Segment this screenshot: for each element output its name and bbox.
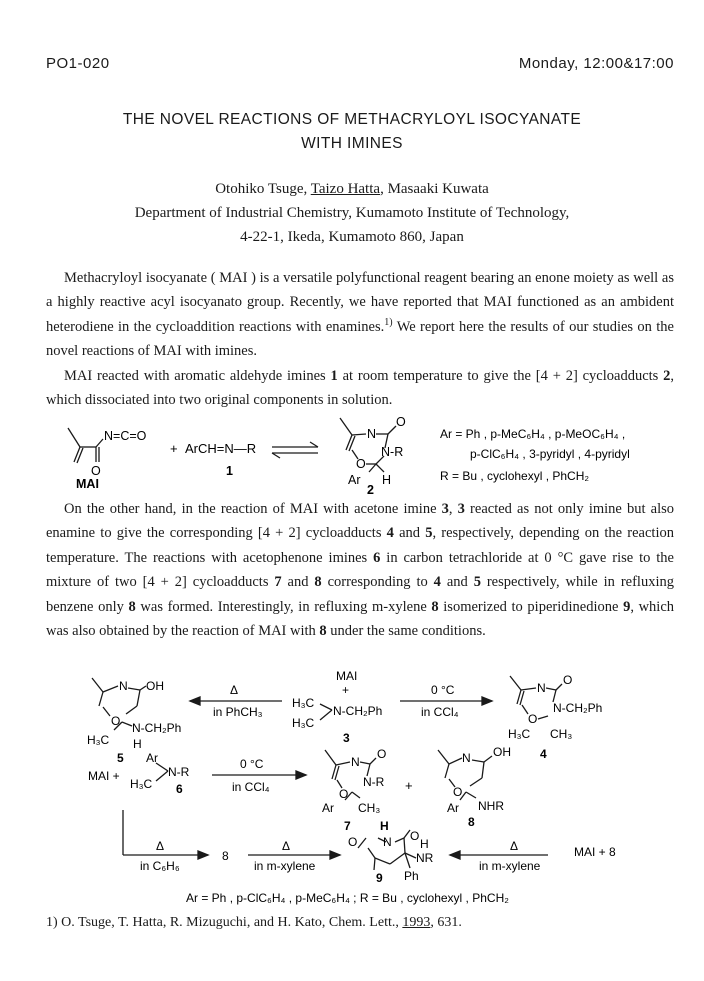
text-run: and [440,574,474,591]
bond [369,464,376,472]
author-block [0,177,704,249]
bond [349,436,355,451]
substituent-definition: Ar = Ph , p-ClC₆H₄ , p-MeC₆H₄ ; R = Bu , cyclohexyl , PhCH₂ [186,891,509,905]
bond [122,722,132,726]
plus-sign: + [170,441,178,456]
bond [438,750,449,764]
bond [137,690,140,706]
plus-sign: + [405,778,413,793]
solvent-label: in C₆H₆ [140,859,180,873]
bond [404,838,405,853]
text-run: isomerized to piperidinedione [438,598,624,615]
ring-atom: N [383,835,392,849]
text-run: in carbon tetrachloride at 0 °C gave rise to the mixture of two [4 + 2] cycloadducts [46,549,674,591]
arrow-head [296,771,306,779]
solvent-label: in m-xylene [479,859,541,873]
ring-substituent: H [382,473,392,487]
text-run: reacted as not only imine but also enamine to give the corresponding [4 + 2] cycloadducts [46,501,674,542]
compound-number: 8 [128,598,136,615]
hydroxyl-group: OH [493,745,511,759]
text-run: at room temperature to give the [4 + 2] cycloadducts [337,367,664,384]
bond [103,686,118,692]
text-run: , which dissociated into two original components in solution. [46,367,674,409]
compound-number: 8 [319,623,327,640]
reference-pages: , 631. [430,915,462,930]
results-text [46,497,674,643]
intro-text [46,266,674,412]
solvent-label: in PhCH₃ [213,705,263,719]
condition-label: Δ [510,839,519,853]
arrow-head [190,697,200,705]
bond [472,760,484,762]
ring-atom: N-R [381,445,404,459]
carbonyl-o: O [563,673,573,687]
compound-number: 8 [222,849,229,863]
hydroxyl-group: OH [146,679,164,693]
compound-number: 3 [441,501,449,517]
bond [388,426,396,434]
bond [521,688,536,690]
bond [77,448,83,463]
amine-substituent: N-CH₂Ph [553,701,603,715]
compound-number: 5 [425,525,433,542]
title-line-2: WITH IMINES [301,135,403,152]
compound-number: 4 [386,525,394,542]
citation-mark: 1) [384,316,393,328]
text-run: was formed. Interestingly, in refluxing m-xylene [135,598,432,615]
compound-number: 6 [176,782,183,796]
bond [92,678,103,692]
ring-substituent: H [420,837,429,851]
mai-label: MAI + [88,769,120,783]
aryl-group: Ar [447,801,459,815]
methyl-group: H₃C [292,696,315,710]
bond [376,464,384,472]
arrow-head [310,442,318,447]
title-line-1: THE NOVEL REACTIONS OF METHACRYLOYL ISOCYANATE [122,111,582,128]
bond [482,762,484,778]
ring-atom: N-R [363,775,385,789]
text-run: respectively, while in refluxing benzene only [46,574,674,615]
condition-label: 0 °C [240,757,264,771]
compound-number: 9 [623,598,631,615]
compound-number: 9 [376,871,383,885]
bond [156,771,168,781]
compound-number: 4 [433,574,441,591]
reference-1 [46,915,462,931]
paragraph-2 [46,364,674,413]
substituent-definition: p-ClC₆H₄ , 3-pyridyl , 4-pyridyl [470,447,630,461]
bond [103,707,110,716]
methyl-group: H₃C [292,716,315,730]
aryl-group: Ar [146,751,158,765]
mai-label: MAI [336,670,358,683]
carbonyl-o: O [377,747,387,761]
bond [556,684,562,690]
substituent-definition: R = Bu , cyclohexyl , PhCH₂ [440,469,590,483]
author-1: Otohiko Tsuge, [215,181,311,197]
bond [445,764,449,778]
text-run: We report here the results of our studies on the novel reactions of MAI with imines. [46,318,674,360]
carbonyl-o: O [91,464,101,478]
aryl-group: Ar [322,801,334,815]
compound-number: 6 [373,549,381,566]
ring-atom: O [453,785,463,799]
compound-number: 7 [344,819,351,833]
bond [128,688,140,690]
bond [546,688,556,690]
bond [68,428,80,447]
compound-number: 2 [663,367,671,384]
condition-label: Δ [282,839,291,853]
imine-formula: ArCH=N—R [185,441,257,456]
compound-number: 7 [274,574,282,591]
bond [336,762,350,765]
bond [320,710,332,720]
bond [466,792,476,798]
poster-code: PO1-020 [46,55,110,72]
bond [370,758,376,764]
bond [352,434,366,435]
condition-label: Δ [156,839,165,853]
ring-atom: N [367,427,377,441]
compound-number: 1 [330,367,338,384]
carbonyl-o: O [410,829,420,843]
solvent-label: in CCl₄ [232,780,270,794]
ring-atom: O [111,714,121,728]
address: 4-22-1, Ikeda, Kumamoto 860, Japan [240,229,464,245]
carbonyl-o: O [348,835,358,849]
ring-substituent: H [380,819,389,833]
methyl-group: H₃C [130,777,153,791]
arrow-head [272,453,280,458]
amine-substituent: NHR [478,799,504,813]
ring-substituent: Ar [348,473,361,487]
ring-atom: N [537,681,546,695]
text-run: On the other hand, in the reaction of MAI with acetone imine [64,501,442,517]
ring-atom: N [119,679,128,693]
ring-atom: O [528,712,538,726]
paper-title [0,108,704,156]
bond [375,858,390,864]
compound-number: 1 [226,464,233,478]
bond [470,778,482,786]
compound-number: 2 [367,483,374,495]
text-run: and [281,574,315,591]
author-3: , Masaaki Kuwata [380,181,489,197]
compound-number: 3 [457,501,465,517]
compound-number: 8 [468,815,475,829]
imine-group: N-CH₂Ph [333,704,383,718]
bond [358,838,366,848]
author-list [0,177,704,201]
bond [484,756,492,762]
mai-label: MAI [76,477,99,491]
ring-atom: O [356,457,366,471]
compound-number: 8 [314,574,322,591]
compound-number: 4 [540,747,547,761]
condition-label: 0 °C [431,683,455,697]
solvent-label: in CCl₄ [421,705,459,719]
methyl-group: H₃C [508,727,531,741]
compound-number: 3 [343,731,350,745]
paragraph-1 [46,266,674,364]
bond [325,750,336,765]
paragraph-3 [46,497,674,643]
bond [340,418,352,435]
bond [320,704,332,710]
solvent-label: in m-xylene [254,859,316,873]
ring-substituent: H [133,737,142,751]
text-run: under the same conditions. [326,623,486,640]
text-run: , respectively, depending on the reaction temperature. The reactions with acetophenone imines [46,525,674,566]
ring-atom: O [339,787,349,801]
substituent-definition: Ar = Ph , p-MeC₆H₄ , p-MeOC₆H₄ , [440,427,626,441]
bond [99,692,103,706]
bond [449,758,462,764]
compound-number: 5 [473,574,481,591]
reference-year: 1993 [402,915,431,930]
imine-group: N-R [168,765,190,779]
text-run: corresponding to [321,574,434,591]
session-time: Monday, 12:00&17:00 [518,55,674,72]
bond [346,435,352,450]
compound-number: 8 [431,598,439,615]
isocyanate-group: N=C=O [104,429,147,443]
bond [352,792,360,798]
text-run: and [393,525,426,542]
bond [368,848,375,858]
arrow-head [198,851,208,859]
amine-substituent: N-CH₂Ph [132,721,182,735]
bond [538,716,548,719]
methyl-group: CH₃ [550,727,573,741]
plus-sign: + [342,683,350,697]
bond [126,706,137,714]
reference-text: 1) O. Tsuge, T. Hatta, R. Mizuguchi, and H. Kato, Chem. Lett., [46,915,403,930]
ring-atom: N [462,751,471,765]
methyl-group: CH₃ [358,801,381,815]
text-run: Methacryloyl isocyanate ( MAI ) is a versatile polyfunctional reagent bearing an enone moiety as well as a highly reactive acyl isocyanato group. Recently, we have reported that MAI functioned as an ambident heterodiene in the cycloaddition reactions with enamines. [46,270,674,335]
author-2-presenter: Taizo Hatta [310,181,381,197]
text-run: , which was also obtained by the reaction of MAI with [46,598,675,640]
scheme-1 [0,410,704,495]
ring-atom: N [351,755,360,769]
arrow-head [330,851,340,859]
bond [360,762,370,764]
reagent-label: MAI + 8 [574,845,616,859]
arrow-head [450,851,460,859]
ring-atom: O [396,415,406,429]
bond [390,853,405,864]
bond [74,447,80,462]
bond [96,439,103,447]
condition-label: Δ [230,683,239,697]
affiliation: Department of Industrial Chemistry, Kumamoto Institute of Technology, [134,205,570,221]
aryl-group: Ph [404,869,419,883]
text-run: MAI reacted with aromatic aldehyde imines [64,367,331,384]
bond [510,676,521,690]
arrow-head [482,697,492,705]
bond [395,838,404,842]
bond [374,858,375,870]
compound-number: 5 [117,751,124,765]
text-run: , [448,501,458,517]
methyl-group: H₃C [87,733,110,747]
scheme-2 [0,670,704,910]
imine-group: NR [416,851,434,865]
